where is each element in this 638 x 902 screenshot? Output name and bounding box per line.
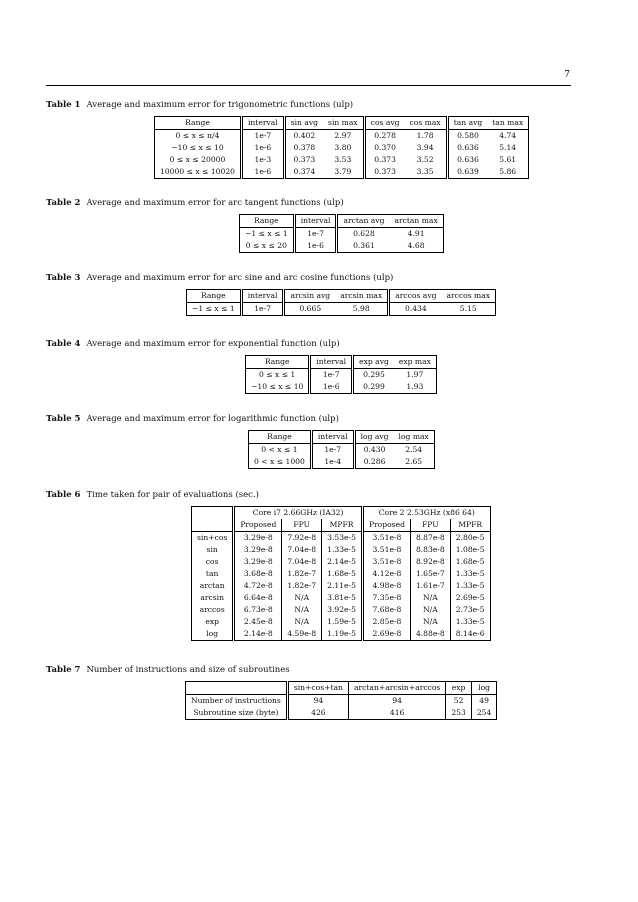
column-header: Range (155, 117, 242, 130)
column-header: arctan+arcsin+arccos (348, 682, 445, 695)
table-3-label: Table 3 (46, 273, 81, 283)
table-cell: 6.64e-8 (234, 592, 282, 604)
table-row (187, 303, 496, 316)
table-3-caption-text: Average and maximum error for arc sine and arc cosine functions (ulp) (86, 273, 394, 283)
column-header (186, 682, 288, 695)
table-cell: 4.98e-8 (362, 580, 410, 592)
table-row (246, 369, 437, 382)
header-rule (46, 85, 571, 86)
table-cell: 8.87e-8 (410, 532, 450, 545)
table-cell: 5.14 (499, 143, 517, 152)
column-header: arctan avg (337, 215, 389, 228)
column-header: Proposed (362, 519, 410, 532)
table-cell: 7.04e-8 (282, 556, 322, 568)
table-row (192, 616, 491, 628)
table-cell: 2.73e-5 (455, 605, 485, 614)
column-header: sin max (323, 117, 364, 130)
column-header: interval (294, 215, 337, 228)
table-2-label: Table 2 (46, 198, 81, 208)
table-cell: 49 (479, 696, 489, 705)
table-cell: 2.69e-5 (455, 593, 485, 602)
column-header: sin+cos+tan (287, 682, 348, 695)
table-cell: 0.373 (374, 155, 396, 164)
table-cell: 1.19e-5 (322, 628, 363, 641)
table-7-caption (46, 665, 290, 675)
row-label: 0 ≤ x ≤ 20000 (155, 154, 242, 166)
row-label: −1 ≤ x ≤ 1 (240, 228, 295, 241)
table-cell: 3.51e-8 (362, 532, 410, 545)
table-cell: 8.14e-6 (455, 629, 485, 638)
table-cell: N/A (282, 592, 322, 604)
row-label: 10000 ≤ x ≤ 10020 (155, 166, 242, 179)
table-cell: 2.45e-8 (234, 616, 282, 628)
table-cell: 1.33e-5 (322, 544, 363, 556)
table-cell: 0.580 (457, 131, 479, 140)
row-label: Subroutine size (byte) (186, 707, 288, 720)
row-label: sin+cos (192, 532, 234, 545)
row-label: 0 < x ≤ 1 (249, 444, 312, 457)
table-cell: 0.639 (457, 167, 479, 176)
table-cell: 1.97 (406, 370, 424, 379)
table-cell: 1e-6 (310, 381, 353, 394)
table-cell: 1e-6 (241, 142, 284, 154)
table-row (192, 556, 491, 568)
table-cell: 2.69e-8 (362, 628, 410, 641)
table-cell: 2.14e-8 (234, 628, 282, 641)
column-header: tan max (487, 117, 528, 130)
row-label: −1 ≤ x ≤ 1 (187, 303, 242, 316)
row-label: 0 < x ≤ 1000 (249, 456, 312, 469)
table-cell: 1.33e-5 (455, 617, 485, 626)
table-cell: 0.402 (293, 131, 316, 140)
column-header: MPFR (450, 519, 490, 532)
row-label: 0 ≤ x ≤ 1 (246, 369, 310, 382)
table-row (155, 142, 529, 154)
column-header: cos max (405, 117, 448, 130)
table-header-row (187, 290, 496, 303)
table-cell: 3.53e-5 (322, 532, 363, 545)
column-header: interval (310, 356, 353, 369)
table-5-caption (46, 414, 339, 424)
table-cell: 8.92e-8 (410, 556, 450, 568)
table-cell: 0.628 (353, 229, 375, 238)
page-number: 7 (564, 70, 570, 80)
column-header: FPU (282, 519, 322, 532)
table-cell: 1.08e-5 (455, 545, 485, 554)
table-cell: 8.83e-8 (410, 544, 450, 556)
table-header-row (240, 215, 444, 228)
table-row (192, 532, 491, 545)
table-row (192, 592, 491, 604)
column-header: arctan max (389, 215, 443, 228)
table-cell: 1e-3 (241, 154, 284, 166)
row-label: arccos (192, 604, 234, 616)
table-cell: 254 (476, 708, 492, 717)
table-cell: 2.65 (405, 457, 423, 466)
table-6-corner (192, 507, 234, 520)
table-4-caption-text: Average and maximum error for exponential function (ulp) (86, 339, 340, 349)
table-1 (154, 116, 529, 179)
table-cell: 0.430 (363, 445, 386, 454)
table-cell: 253 (446, 707, 472, 720)
table-3-caption (46, 273, 393, 283)
table-cell: 2.11e-5 (322, 580, 363, 592)
table-cell: 2.97 (323, 130, 364, 143)
column-header: cos avg (364, 117, 404, 130)
table-cell: N/A (282, 616, 322, 628)
column-header: arccos avg (389, 290, 442, 303)
table-cell: 1e-7 (311, 444, 354, 457)
table-row (249, 444, 435, 457)
table-6-group-1: Core i7 2.66GHz (IA32) (234, 507, 363, 520)
column-header: tan avg (447, 117, 487, 130)
table-cell: 1e-4 (311, 456, 354, 469)
table-1-label: Table 1 (46, 100, 81, 110)
table-header-row (246, 356, 437, 369)
row-label: −10 ≤ x ≤ 10 (246, 381, 310, 394)
table-row (155, 166, 529, 179)
column-header: FPU (410, 519, 450, 532)
column-header: arcsin avg (284, 290, 335, 303)
row-label: sin (192, 544, 234, 556)
table-5-caption-text: Average and maximum error for logarithmic function (ulp) (86, 414, 339, 424)
table-3 (186, 289, 496, 316)
table-cell: 1e-7 (294, 228, 337, 241)
table-cell: 0.373 (374, 167, 396, 176)
table-cell: 0.665 (299, 304, 322, 313)
table-cell: 5.86 (499, 167, 517, 176)
table-4 (245, 355, 437, 394)
table-cell: 3.29e-8 (234, 544, 282, 556)
column-header: arcsin max (335, 290, 389, 303)
table-cell: 0.286 (363, 457, 386, 466)
table-cell: 2.14e-5 (322, 556, 363, 568)
table-cell: 1.61e-7 (410, 580, 450, 592)
table-cell: 1e-6 (241, 166, 284, 179)
row-label: arctan (192, 580, 234, 592)
row-label: 0 ≤ x ≤ π/4 (155, 130, 242, 143)
table-cell: 4.59e-8 (282, 628, 322, 641)
row-label: Number of instructions (186, 695, 288, 708)
table-cell: 7.68e-8 (362, 604, 410, 616)
table-cell: 52 (446, 695, 472, 708)
column-header: Range (187, 290, 242, 303)
table-row (155, 154, 529, 166)
table-cell: 416 (348, 707, 445, 720)
table-row (186, 707, 497, 720)
table-cell: 3.79 (323, 166, 364, 179)
column-header: Proposed (234, 519, 282, 532)
row-label: tan (192, 568, 234, 580)
row-label: exp (192, 616, 234, 628)
table-cell: 3.80 (323, 142, 364, 154)
table-4-label: Table 4 (46, 339, 81, 349)
table-row (192, 580, 491, 592)
table-cell: 4.12e-8 (362, 568, 410, 580)
table-header-row (155, 117, 529, 130)
table-cell: 3.92e-5 (322, 604, 363, 616)
table-1-caption (46, 100, 353, 110)
table-cell: 94 (287, 695, 348, 708)
table-cell: 1.68e-5 (455, 557, 485, 566)
table-row (155, 130, 529, 143)
table-cell: 2.54 (405, 445, 423, 454)
table-cell: 3.68e-8 (234, 568, 282, 580)
table-cell: 4.91 (407, 229, 425, 238)
table-cell: N/A (282, 604, 322, 616)
table-6-subheader-corner (192, 519, 234, 532)
table-cell: 1.82e-7 (282, 580, 322, 592)
table-cell: N/A (410, 592, 450, 604)
table-6-group-2: Core 2 2.53GHz (x86 64) (378, 508, 475, 517)
table-cell: 4.72e-8 (234, 580, 282, 592)
table-2-caption (46, 198, 344, 208)
table-6 (191, 506, 491, 641)
table-2-caption-text: Average and maximum error for arc tangent functions (ulp) (86, 198, 344, 208)
table-row (192, 568, 491, 580)
table-row (192, 544, 491, 556)
table-cell: 4.68 (407, 241, 425, 250)
table-row (192, 628, 491, 641)
table-cell: 0.278 (374, 131, 396, 140)
table-cell: 0.636 (457, 143, 479, 152)
table-row (186, 695, 497, 708)
table-header-row (249, 431, 435, 444)
table-cell: 0.636 (457, 155, 479, 164)
table-cell: 5.15 (459, 304, 477, 313)
row-label: cos (192, 556, 234, 568)
column-header: sin avg (284, 117, 323, 130)
table-cell: 1.78 (405, 130, 448, 143)
table-cell: 4.74 (499, 131, 517, 140)
table-cell: 2.80e-5 (455, 533, 485, 542)
table-cell: 1.33e-5 (455, 581, 485, 590)
table-cell: 5.98 (335, 303, 389, 316)
table-6-label: Table 6 (46, 490, 81, 500)
table-row (240, 228, 444, 241)
table-cell: 426 (287, 707, 348, 720)
table-cell: 2.85e-8 (362, 616, 410, 628)
table-5-label: Table 5 (46, 414, 81, 424)
table-row (249, 456, 435, 469)
table-6-caption (46, 490, 259, 500)
column-header: log avg (354, 431, 393, 444)
table-cell: 0.295 (363, 370, 385, 379)
column-header: Range (246, 356, 310, 369)
table-cell: 0.374 (293, 167, 316, 176)
row-label: log (192, 628, 234, 641)
table-cell: 94 (348, 695, 445, 708)
column-header: Range (240, 215, 295, 228)
column-header: MPFR (322, 519, 363, 532)
table-cell: 3.35 (405, 166, 448, 179)
table-cell: 1.33e-5 (455, 569, 485, 578)
table-cell: 0.361 (353, 241, 375, 250)
table-7 (185, 681, 497, 720)
table-cell: 7.04e-8 (282, 544, 322, 556)
row-label: arcsin (192, 592, 234, 604)
column-header: interval (241, 290, 284, 303)
table-cell: 5.61 (499, 155, 517, 164)
table-6-caption-text: Time taken for pair of evaluations (sec.) (86, 490, 259, 500)
table-6-subheader-row (192, 519, 491, 532)
column-header: exp (446, 682, 472, 695)
column-header: exp avg (353, 356, 394, 369)
table-cell: 0.299 (363, 382, 385, 391)
table-cell: 7.35e-8 (362, 592, 410, 604)
table-cell: 1e-6 (294, 240, 337, 253)
row-label: 0 ≤ x ≤ 20 (240, 240, 295, 253)
table-cell: 3.29e-8 (234, 556, 282, 568)
table-cell: 3.51e-8 (362, 544, 410, 556)
column-header: interval (311, 431, 354, 444)
column-header: log (471, 682, 497, 695)
table-cell: 1.59e-5 (322, 616, 363, 628)
table-cell: 0.370 (374, 143, 396, 152)
table-row (192, 604, 491, 616)
table-cell: 4.88e-8 (410, 628, 450, 641)
table-cell: 0.378 (293, 143, 316, 152)
table-4-caption (46, 339, 340, 349)
table-cell: 7.92e-8 (282, 532, 322, 545)
table-cell: 3.81e-5 (322, 592, 363, 604)
table-cell: 1e-7 (241, 303, 284, 316)
table-5 (248, 430, 435, 469)
table-cell: 0.373 (293, 155, 316, 164)
table-cell: N/A (410, 616, 450, 628)
table-1-caption-text: Average and maximum error for trigonometric functions (ulp) (86, 100, 354, 110)
table-7-label: Table 7 (46, 665, 81, 675)
table-cell: 6.73e-8 (234, 604, 282, 616)
table-7-caption-text: Number of instructions and size of subroutines (86, 665, 290, 675)
table-cell: 3.52 (405, 154, 448, 166)
table-cell: 3.29e-8 (234, 532, 282, 545)
table-cell: 1.65e-7 (410, 568, 450, 580)
table-cell: 3.51e-8 (362, 556, 410, 568)
column-header: arccos max (441, 290, 495, 303)
table-cell: N/A (410, 604, 450, 616)
column-header: Range (249, 431, 312, 444)
table-row (240, 240, 444, 253)
column-header: exp max (394, 356, 437, 369)
table-cell: 3.94 (405, 142, 448, 154)
column-header: interval (241, 117, 284, 130)
table-cell: 3.53 (323, 154, 364, 166)
row-label: −10 ≤ x ≤ 10 (155, 142, 242, 154)
table-cell: 1.68e-5 (322, 568, 363, 580)
table-cell: 1.93 (406, 382, 424, 391)
column-header: log max (394, 431, 435, 444)
table-cell: 1e-7 (310, 369, 353, 382)
table-row (246, 381, 437, 394)
table-cell: 1e-7 (241, 130, 284, 143)
table-2 (239, 214, 444, 253)
table-cell: 0.434 (404, 304, 427, 313)
table-header-row (186, 682, 497, 695)
table-cell: 1.82e-7 (282, 568, 322, 580)
